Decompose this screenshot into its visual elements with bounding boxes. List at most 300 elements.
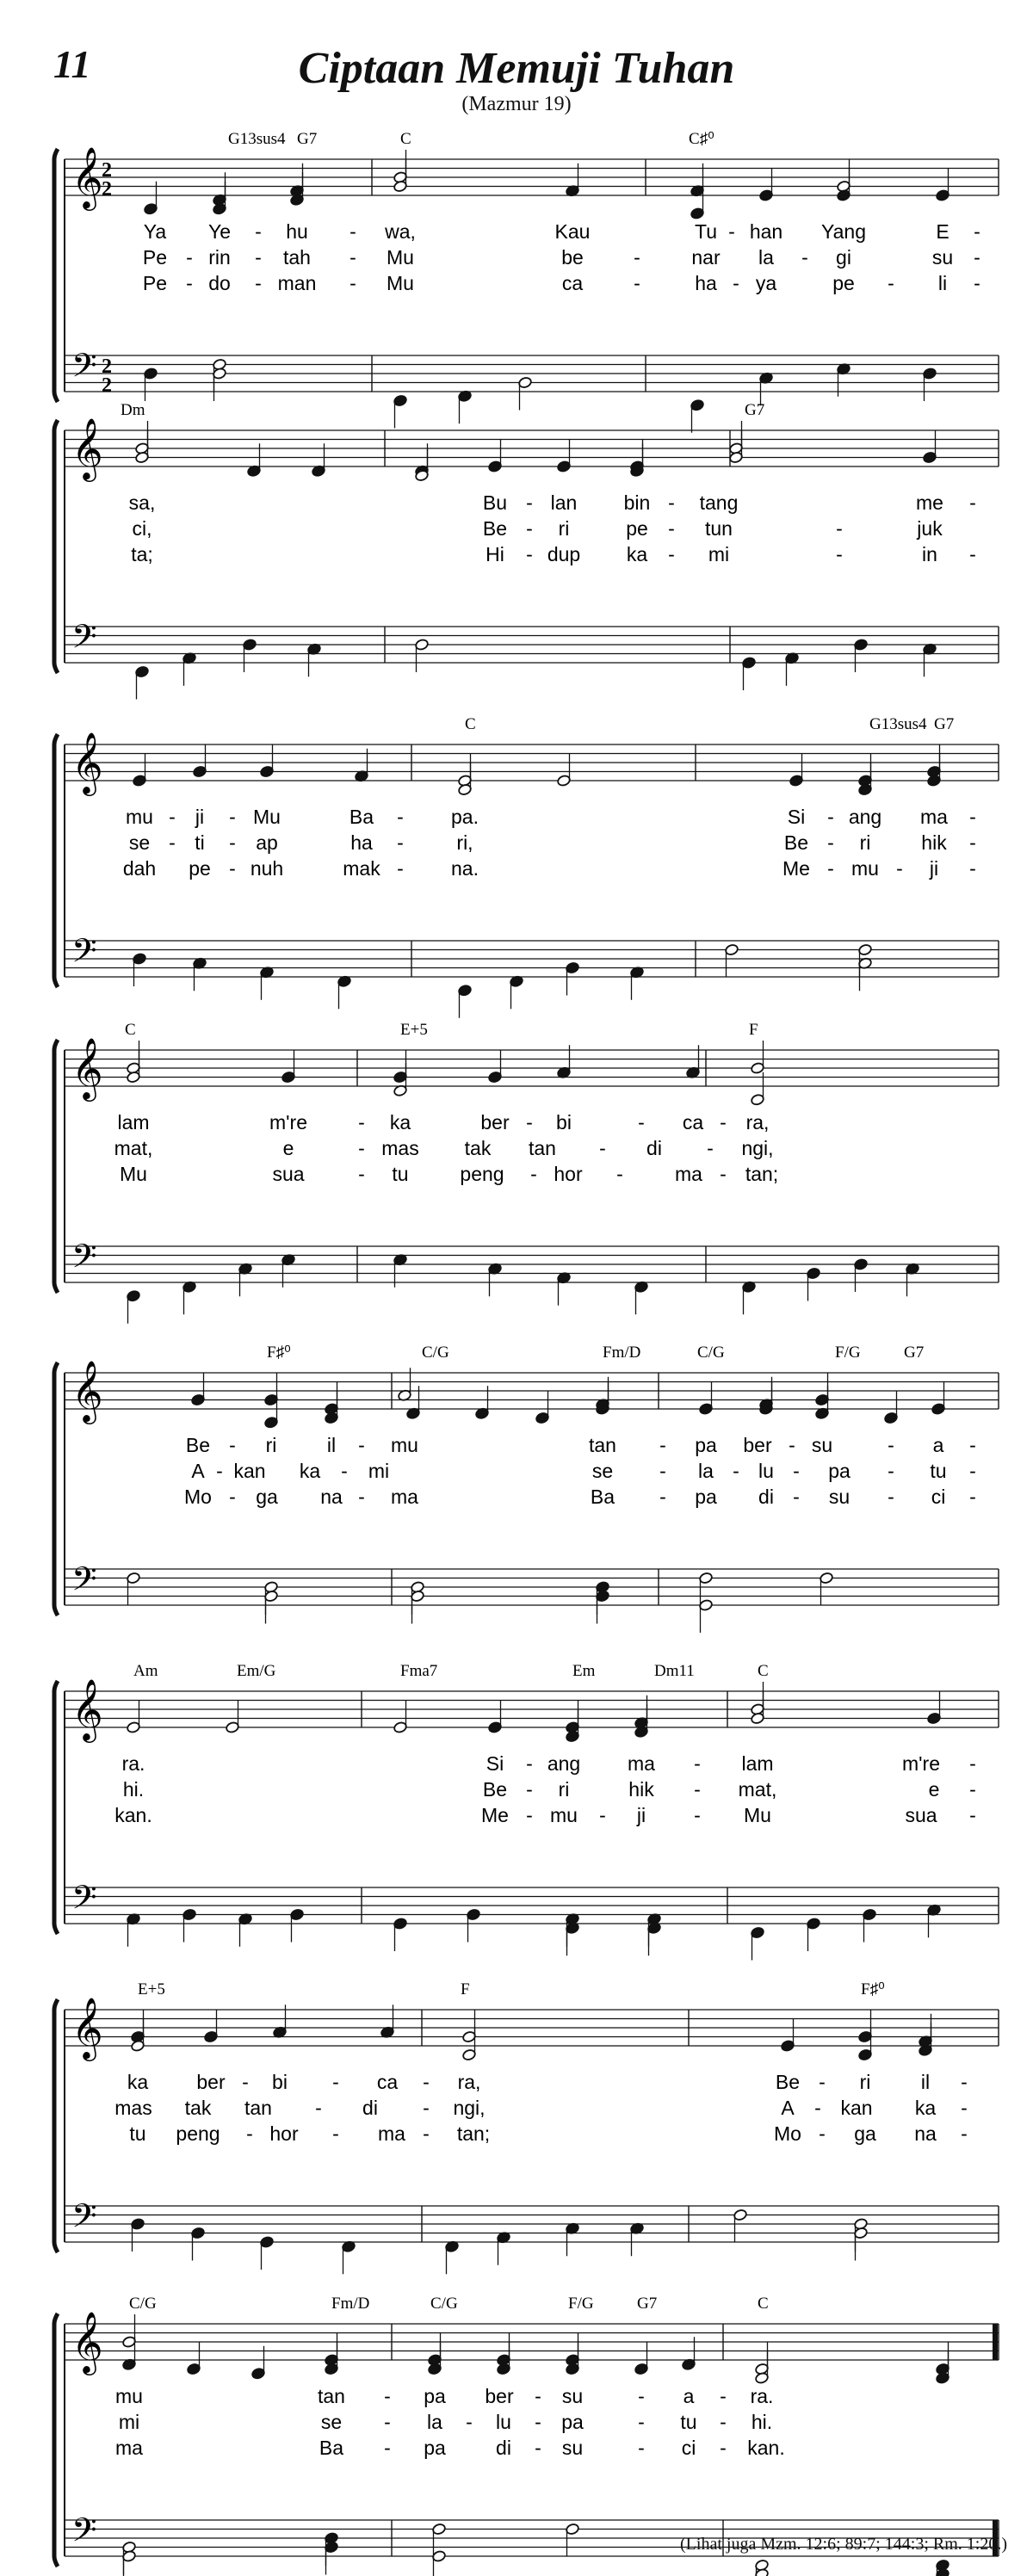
note-head <box>290 1908 305 1921</box>
lyric-syllable: tu <box>680 2411 697 2433</box>
lyric-syllable: - <box>969 543 976 565</box>
lyric-syllable: - <box>793 1486 800 1508</box>
lyric-syllable: se <box>128 831 151 854</box>
note-head <box>854 639 869 652</box>
lyric-syllable: mu <box>391 1434 418 1456</box>
lyric-syllable: - <box>819 2122 826 2145</box>
music-system <box>54 401 999 700</box>
lyric-syllable: - <box>169 831 176 854</box>
lyric-syllable: - <box>659 1486 666 1508</box>
lyric-syllable: ga <box>854 2122 876 2145</box>
note-head <box>393 1721 408 1734</box>
lyric-syllable: - <box>332 2071 339 2093</box>
chord-symbol: F <box>749 1021 758 1039</box>
note-head <box>187 2363 201 2375</box>
lyric-syllable: Bu <box>482 491 508 514</box>
lyric-syllable: ma <box>920 806 948 828</box>
lyric-syllable: ri <box>558 1778 570 1801</box>
note-head <box>432 2550 447 2563</box>
note-head <box>193 765 207 778</box>
lyric-syllable: tan; <box>456 2122 491 2145</box>
lyric-syllable: pe <box>832 272 855 294</box>
note-head <box>807 1918 821 1930</box>
chord-symbol: G7 <box>637 2295 658 2313</box>
note-head <box>837 189 851 202</box>
lyric-syllable: ap <box>256 831 278 854</box>
note-head <box>884 1412 899 1424</box>
lyric-syllable: Be <box>482 1778 508 1801</box>
lyric-syllable: kan <box>233 1460 266 1482</box>
lyric-syllable: kan. <box>747 2437 785 2459</box>
lyric-syllable: la <box>427 2411 442 2433</box>
lyric-syllable: pa <box>424 2437 446 2459</box>
lyric-syllable: - <box>969 1486 976 1508</box>
lyric-syllable: Ba <box>349 806 374 828</box>
lyric-syllable: ngi, <box>741 1137 774 1159</box>
bass-clef: 𝄢 <box>71 1878 97 1924</box>
lyric-syllable: - <box>888 1460 894 1482</box>
lyric-syllable: di <box>362 2097 378 2119</box>
lyric-syllable: - <box>384 2437 391 2459</box>
lyric-syllable: hi. <box>122 1778 145 1801</box>
lyric-syllable: - <box>969 1778 976 1801</box>
system-bracket <box>54 149 58 402</box>
lyric-syllable: Mo <box>184 1486 212 1508</box>
lyric-syllable: mi <box>118 2411 140 2433</box>
note-head <box>699 1403 714 1416</box>
lyric-syllable: - <box>599 1137 606 1159</box>
note-head <box>729 451 744 464</box>
chord-symbol: F/G <box>835 1344 861 1362</box>
lyric-syllable: - <box>397 857 404 880</box>
lyric-syllable: - <box>315 2097 322 2119</box>
lyric-syllable: - <box>349 272 356 294</box>
lyric-syllable: pa <box>695 1434 717 1456</box>
note-head <box>432 2523 447 2536</box>
lyric-syllable: Mu <box>387 246 414 269</box>
hymn-number: 11 <box>53 42 91 86</box>
note-head <box>488 1071 503 1084</box>
lyric-syllable: sa, <box>128 491 156 514</box>
lyric-syllable: pa <box>695 1486 717 1508</box>
note-head <box>226 1721 240 1734</box>
chord-symbol: C/G <box>697 1344 725 1362</box>
note-head <box>264 1393 279 1406</box>
lyric-syllable: su <box>931 246 954 269</box>
lyric-syllable: su <box>561 2437 584 2459</box>
lyric-syllable: e <box>928 1778 940 1801</box>
lyric-syllable: bin <box>623 491 651 514</box>
lyric-syllable: - <box>638 1111 645 1134</box>
note-head <box>690 207 705 220</box>
note-head <box>751 1712 765 1725</box>
chord-symbol: F♯⁰ <box>861 1980 885 1998</box>
lyric-syllable: ri <box>859 831 871 854</box>
lyric-syllable: pe <box>189 857 211 880</box>
lyric-syllable: A <box>781 2097 795 2119</box>
note-head <box>462 2030 477 2043</box>
lyric-syllable: a <box>932 1434 944 1456</box>
lyric-syllable: - <box>668 543 675 565</box>
lyric-syllable: nar <box>691 246 721 269</box>
lyric-syllable: - <box>526 517 533 540</box>
lyric-syllable: - <box>216 1460 223 1482</box>
lyric-syllable: - <box>801 246 808 269</box>
lyric-syllable: ang <box>848 806 882 828</box>
chord-symbol: G13sus4 <box>228 130 286 148</box>
lyric-syllable: Kau <box>554 220 591 243</box>
lyric-syllable: ber <box>485 2385 514 2407</box>
lyric-syllable: - <box>974 220 980 243</box>
music-system <box>54 1662 999 1961</box>
lyric-syllable: - <box>969 1752 976 1775</box>
note-head <box>122 2550 137 2563</box>
lyric-syllable: - <box>358 1486 365 1508</box>
lyric-syllable: ra. <box>750 2385 774 2407</box>
lyric-syllable: ci <box>931 1486 946 1508</box>
lyric-syllable: - <box>349 220 356 243</box>
chord-symbol: Am <box>133 1662 158 1680</box>
lyric-syllable: tak <box>464 1137 492 1159</box>
lyric-syllable: la <box>698 1460 714 1482</box>
note-head <box>264 1416 279 1429</box>
chord-symbol: E+5 <box>400 1021 428 1039</box>
lyric-syllable: - <box>836 517 843 540</box>
lyric-syllable: ka <box>389 1111 411 1134</box>
lyric-syllable: ca <box>682 1111 704 1134</box>
time-signature-top: 2 <box>102 159 112 182</box>
lyric-syllable: - <box>707 1137 714 1159</box>
lyric-syllable: Si <box>787 806 806 828</box>
note-head <box>144 368 158 380</box>
lyric-syllable: Mo <box>774 2122 801 2145</box>
note-head <box>458 783 473 796</box>
chord-symbol: Dm11 <box>654 1662 695 1680</box>
lyric-syllable: mak <box>343 857 380 880</box>
lyric-syllable: - <box>616 1163 623 1185</box>
lyric-syllable: ca <box>561 272 584 294</box>
lyric-syllable: ber <box>196 2071 226 2093</box>
chord-symbol: C♯⁰ <box>689 130 714 148</box>
lyric-syllable: mas <box>381 1137 419 1159</box>
lyric-syllable: kan. <box>114 1804 152 1826</box>
lyric-syllable: ka <box>127 2071 149 2093</box>
lyric-syllable: - <box>423 2071 430 2093</box>
note-head <box>488 1721 503 1734</box>
lyric-syllable: - <box>793 1460 800 1482</box>
lyric-syllable: Mu <box>744 1804 771 1826</box>
lyric-syllable: - <box>969 491 976 514</box>
note-head <box>127 1572 141 1585</box>
note-head <box>742 657 757 670</box>
note-head <box>325 1412 339 1424</box>
note-head <box>127 1071 141 1084</box>
lyric-syllable: mi <box>708 543 730 565</box>
lyric-syllable: na. <box>451 857 479 880</box>
lyric-syllable: ra, <box>457 2071 481 2093</box>
lyric-syllable: Mu <box>120 1163 147 1185</box>
lyric-syllable: na <box>320 1486 343 1508</box>
lyric-syllable: - <box>358 1163 365 1185</box>
lyric-syllable: Pe <box>142 246 168 269</box>
lyric-syllable: - <box>961 2122 968 2145</box>
lyric-syllable: tu <box>129 2122 146 2145</box>
lyric-syllable: - <box>634 272 640 294</box>
note-head <box>535 1412 550 1424</box>
note-head <box>858 2048 873 2061</box>
lyric-syllable: ri, <box>456 831 473 854</box>
chord-symbol: Fm/D <box>331 2295 370 2313</box>
chord-symbol: C/G <box>422 1344 449 1362</box>
lyric-syllable: - <box>638 2411 645 2433</box>
lyric-syllable: pa. <box>451 806 479 828</box>
time-signature-top: 2 <box>102 355 112 378</box>
lyric-syllable: - <box>969 1804 976 1826</box>
lyric-syllable: tan <box>589 1434 616 1456</box>
lyric-syllable: ya <box>755 272 777 294</box>
note-head <box>415 639 430 652</box>
lyric-syllable: su <box>828 1486 851 1508</box>
lyric-syllable: - <box>969 857 976 880</box>
lyric-syllable: - <box>969 1434 976 1456</box>
chord-symbol: Em <box>572 1662 596 1680</box>
lyric-syllable: na <box>914 2122 937 2145</box>
lyric-syllable: - <box>255 220 262 243</box>
lyric-syllable: - <box>535 2385 541 2407</box>
lyric-syllable: se <box>320 2411 343 2433</box>
note-head <box>781 2040 795 2053</box>
lyric-syllable: - <box>599 1804 606 1826</box>
note-head <box>467 1908 481 1921</box>
lyric-syllable: Mu <box>253 806 281 828</box>
note-head <box>596 1590 610 1603</box>
note-head <box>858 783 873 796</box>
lyric-syllable: - <box>638 2385 645 2407</box>
lyric-syllable: tu <box>930 1460 947 1482</box>
note-head <box>191 2227 206 2239</box>
lyric-syllable: se <box>591 1460 614 1482</box>
music-system <box>54 1344 999 1633</box>
lyric-syllable: tun <box>705 517 733 540</box>
lyric-syllable: bi <box>272 2071 288 2093</box>
chord-symbol: F <box>461 1980 470 1998</box>
note-head <box>931 1403 946 1416</box>
system-bracket <box>54 1362 58 1615</box>
lyric-syllable: Be <box>775 2071 801 2093</box>
note-head <box>863 1908 877 1921</box>
scripture-reference: (Lihat juga Mzm. 12:6; 89:7; 144:3; Rm. 1:20.) <box>680 2535 1007 2554</box>
lyric-syllable: - <box>526 543 533 565</box>
lyric-syllable: bi <box>556 1111 572 1134</box>
note-head <box>488 460 503 473</box>
lyric-syllable: - <box>246 2122 253 2145</box>
chord-symbol: Em/G <box>237 1662 276 1680</box>
note-head <box>566 961 580 974</box>
note-head <box>725 943 739 956</box>
note-head <box>755 2372 770 2385</box>
lyric-syllable: me <box>916 491 943 514</box>
lyric-syllable: - <box>720 1111 727 1134</box>
lyric-syllable: mu <box>550 1804 578 1826</box>
note-head <box>243 639 257 652</box>
treble-clef: 𝄞 <box>71 417 103 479</box>
lyric-syllable: - <box>827 831 834 854</box>
note-head <box>458 984 473 997</box>
lyric-syllable: sua <box>905 1804 937 1826</box>
chord-symbol: G13sus4 <box>869 715 927 733</box>
lyric-syllable: - <box>819 2071 826 2093</box>
lyric-syllable: mas <box>114 2097 152 2119</box>
lyric-syllable: ga <box>256 1486 278 1508</box>
lyric-syllable: ka <box>626 543 648 565</box>
note-head <box>131 2218 145 2231</box>
note-head <box>936 189 950 202</box>
note-head <box>260 765 275 778</box>
note-head <box>557 775 572 788</box>
note-head <box>789 775 804 788</box>
lyric-syllable: m're <box>901 1752 941 1775</box>
lyric-syllable: - <box>229 1434 236 1456</box>
note-head <box>281 1071 296 1084</box>
lyric-syllable: - <box>186 246 193 269</box>
bass-clef: 𝄢 <box>71 346 97 392</box>
lyric-syllable: ri <box>859 2071 871 2093</box>
lyric-syllable: lam <box>117 1111 150 1134</box>
system-bracket <box>54 1999 58 2252</box>
music-system <box>54 2295 999 2576</box>
lyric-syllable: tak <box>184 2097 212 2119</box>
bass-clef: 𝄢 <box>71 931 97 978</box>
chord-symbol: E+5 <box>138 1980 165 1998</box>
lyric-syllable: - <box>229 831 236 854</box>
note-head <box>251 2367 266 2380</box>
chord-symbol: Dm <box>121 401 145 419</box>
lyric-syllable: Be <box>185 1434 211 1456</box>
lyric-syllable: il <box>920 2071 931 2093</box>
music-system <box>54 1021 999 1324</box>
chord-symbol: C/G <box>430 2295 458 2313</box>
chord-symbol: G7 <box>904 1344 925 1362</box>
chord-symbol: G7 <box>745 401 765 419</box>
note-head <box>815 1393 830 1406</box>
lyric-syllable: - <box>358 1137 365 1159</box>
lyric-syllable: Me <box>782 857 810 880</box>
music-system <box>54 715 999 1018</box>
note-head <box>923 451 937 464</box>
lyric-syllable: ci, <box>132 517 152 540</box>
lyric-syllable: - <box>255 272 262 294</box>
lyric-syllable: hu <box>286 220 308 243</box>
lyric-syllable: - <box>733 1460 739 1482</box>
lyric-syllable: hik <box>921 831 947 854</box>
lyric-syllable: - <box>888 1434 894 1456</box>
lyric-syllable: Ye <box>207 220 232 243</box>
note-head <box>759 189 774 202</box>
chord-symbol: C <box>400 130 411 148</box>
lyric-syllable: ci <box>681 2437 696 2459</box>
note-head <box>820 1572 834 1585</box>
lyric-syllable: ji <box>929 857 939 880</box>
lyric-syllable: - <box>229 857 236 880</box>
lyric-syllable: ma <box>115 2437 143 2459</box>
treble-clef: 𝄞 <box>71 1677 103 1740</box>
lyric-syllable: ka <box>299 1460 321 1482</box>
lyric-syllable: - <box>888 272 894 294</box>
note-head <box>699 1572 714 1585</box>
lyric-syllable: mu <box>126 806 153 828</box>
treble-clef: 𝄞 <box>71 145 103 208</box>
treble-clef: 𝄞 <box>71 731 103 794</box>
lyric-syllable: di <box>496 2437 511 2459</box>
lyric-syllable: ma <box>378 2122 405 2145</box>
note-head <box>927 775 942 788</box>
lyric-syllable: hor <box>554 1163 583 1185</box>
note-head <box>807 1267 821 1280</box>
lyric-syllable: mat, <box>114 1137 153 1159</box>
hymn-title: Ciptaan Memuji Tuhan <box>298 44 735 93</box>
lyric-syllable: - <box>466 2411 473 2433</box>
lyric-syllable: e <box>282 1137 294 1159</box>
note-head <box>699 1599 714 1612</box>
chord-symbol: C/G <box>129 2295 157 2313</box>
note-head <box>264 1590 279 1603</box>
system-bracket <box>54 420 58 673</box>
lyric-syllable: ji <box>636 1804 646 1826</box>
lyric-syllable: tan <box>529 1137 556 1159</box>
lyric-syllable: dah <box>122 857 157 880</box>
note-head <box>566 2523 580 2536</box>
lyric-syllable: - <box>961 2071 968 2093</box>
lyric-syllable: - <box>535 2411 541 2433</box>
note-head <box>191 1393 206 1406</box>
lyric-syllable: - <box>814 2097 821 2119</box>
lyric-syllable: ti <box>195 831 205 854</box>
note-head <box>854 2227 869 2239</box>
note-head <box>182 1908 197 1921</box>
lyric-syllable: - <box>535 2437 541 2459</box>
lyric-syllable: pa <box>424 2385 446 2407</box>
lyric-syllable: - <box>659 1434 666 1456</box>
note-head <box>557 460 572 473</box>
lyric-syllable: - <box>242 2071 249 2093</box>
lyric-syllable: pe <box>626 517 648 540</box>
note-head <box>858 2030 873 2043</box>
lyric-syllable: di <box>758 1486 774 1508</box>
lyric-syllable: li <box>937 272 948 294</box>
lyric-syllable: ma <box>628 1752 655 1775</box>
lyric-syllable: hi. <box>751 2411 773 2433</box>
chord-symbol: Fma7 <box>400 1662 438 1680</box>
chord-symbol: G7 <box>934 715 955 733</box>
lyric-syllable: Ba <box>319 2437 344 2459</box>
lyric-syllable: - <box>969 806 976 828</box>
music-system <box>54 130 999 433</box>
lyric-syllable: - <box>789 1434 795 1456</box>
lyric-syllable: - <box>694 1752 701 1775</box>
note-head <box>213 368 227 380</box>
lyric-syllable: mi <box>368 1460 390 1482</box>
lyric-syllable: ri <box>558 517 570 540</box>
note-head <box>751 1093 765 1106</box>
note-head <box>325 2541 339 2554</box>
lyric-syllable: - <box>827 857 834 880</box>
lyric-syllable: - <box>397 806 404 828</box>
note-head <box>144 202 158 215</box>
lyric-syllable: ngi, <box>453 2097 486 2119</box>
lyric-syllable: - <box>526 1778 533 1801</box>
lyric-syllable: - <box>668 517 675 540</box>
lyric-syllable: - <box>229 1486 236 1508</box>
